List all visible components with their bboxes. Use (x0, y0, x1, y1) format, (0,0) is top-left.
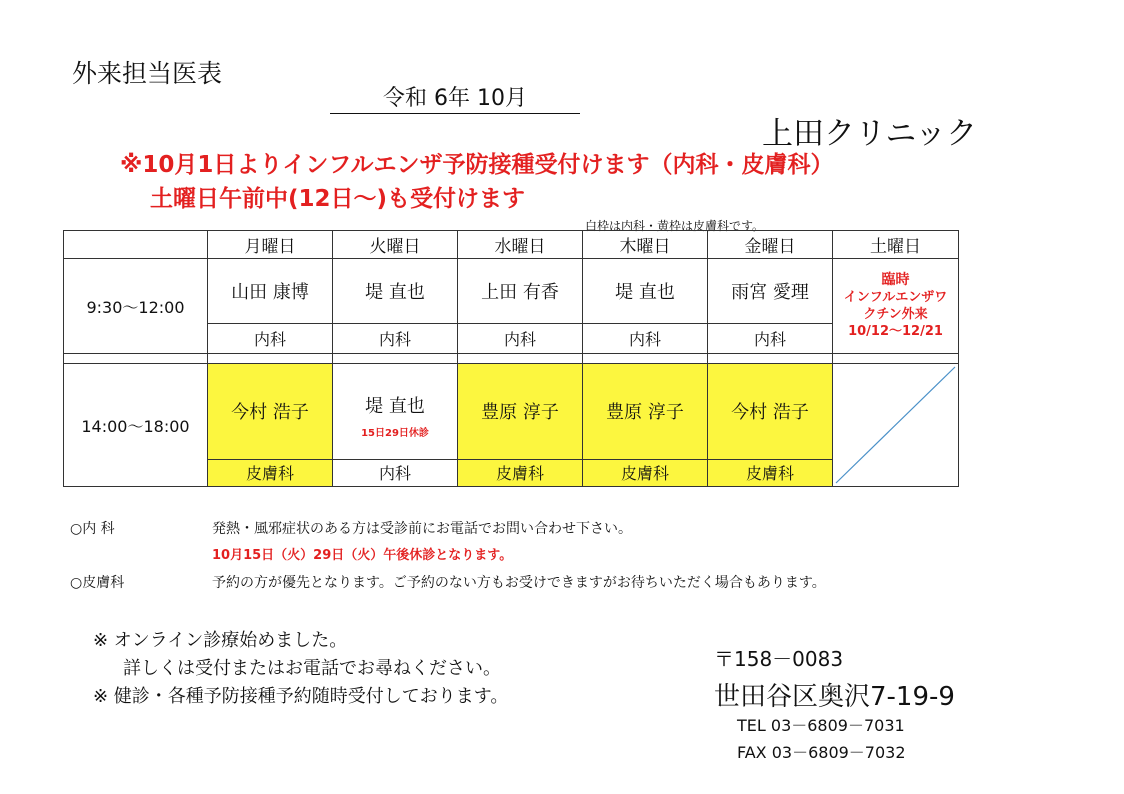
morning-time-label: 9:30～12:00 (64, 259, 208, 354)
doctor-cell: 豊原 淳子 (583, 364, 708, 460)
dept-cell: 内科 (333, 459, 458, 486)
doctor-cell: 山田 康博 (208, 259, 333, 324)
afternoon-doctor-row (64, 364, 959, 460)
postal-code: 〒158－0083 (714, 647, 844, 671)
doctor-cell: 堤 直也 (333, 259, 458, 324)
diagonal-line (833, 364, 958, 486)
day-header: 水曜日 (458, 231, 583, 259)
saturday-empty-cell (833, 364, 959, 487)
footer-inquiry: 詳しくは受付またはお電話でお尋ねください。 (123, 658, 501, 679)
doctor-name: 堤 直也 (365, 395, 425, 417)
saturday-flu-line: 10/12～12/21 (848, 324, 943, 339)
dept-cell: 皮膚科 (458, 459, 583, 486)
day-header: 金曜日 (708, 231, 833, 259)
address: 世田谷区奥沢7-19-9 (714, 682, 955, 712)
fax-number: FAX 03－6809－7032 (737, 743, 906, 762)
derm-note: 予約の方が優先となります。ご予約のない方もお受けできますがお待ちいただく場合もあります。 (212, 575, 826, 591)
afternoon-time-label: 14:00～18:00 (64, 364, 208, 487)
period-label: 令和 6年 10月 (330, 85, 580, 114)
dept-cell: 皮膚科 (208, 459, 333, 486)
phone-number: TEL 03－6809－7031 (737, 716, 905, 735)
dept-cell: 内科 (708, 324, 833, 354)
dept-cell: 皮膚科 (708, 459, 833, 486)
doctor-cell-tuesday (333, 364, 458, 460)
page-title: 外来担当医表 (72, 59, 223, 88)
notice-line-1: ※10月1日よりインフルエンザ予防接種受付けます（内科・皮膚科） (120, 152, 834, 178)
day-header: 月曜日 (208, 231, 333, 259)
dept-cell: 内科 (583, 324, 708, 354)
doctor-cell: 上田 有香 (458, 259, 583, 324)
dept-cell: 内科 (333, 324, 458, 354)
day-header-row (64, 231, 959, 259)
internal-label: ○内 科 (70, 521, 115, 537)
day-header: 火曜日 (333, 231, 458, 259)
saturday-flu-line: 臨時 (881, 272, 910, 288)
internal-closed-note: 10月15日（火）29日（火）午後休診となります。 (212, 548, 513, 563)
saturday-flu-line: インフルエンザワ (843, 290, 948, 305)
internal-note: 発熱・風邪症状のある方は受診前にお電話でお問い合わせ下さい。 (212, 521, 632, 537)
doctor-cell: 今村 浩子 (208, 364, 333, 460)
footer-online: ※ オンライン診療始めました。 (93, 630, 348, 651)
saturday-flu-cell (833, 259, 959, 354)
separator-row (64, 354, 959, 364)
corner-cell (64, 231, 208, 259)
doctor-cell: 今村 浩子 (708, 364, 833, 460)
clinic-name: 上田クリニック (762, 116, 978, 152)
morning-doctor-row (64, 259, 959, 324)
saturday-flu-line: クチン外来 (863, 307, 928, 322)
closed-days-note: 15日29日休診 (361, 427, 429, 439)
dept-cell: 内科 (458, 324, 583, 354)
table-color-note: 白枠は内科・黄枠は皮膚科です。 (585, 219, 765, 233)
derm-label: ○皮膚科 (70, 575, 125, 591)
doctor-cell: 雨宮 愛理 (708, 259, 833, 324)
day-header: 木曜日 (583, 231, 708, 259)
dept-cell: 皮膚科 (583, 459, 708, 486)
doctor-cell: 堤 直也 (583, 259, 708, 324)
schedule-table (63, 230, 959, 487)
day-header: 土曜日 (833, 231, 959, 259)
notice-line-2: 土曜日午前中(12日～)も受付けます (150, 186, 526, 212)
dept-cell: 内科 (208, 324, 333, 354)
doctor-cell: 豊原 淳子 (458, 364, 583, 460)
footer-checkup: ※ 健診・各種予防接種予約随時受付しております。 (93, 686, 509, 707)
